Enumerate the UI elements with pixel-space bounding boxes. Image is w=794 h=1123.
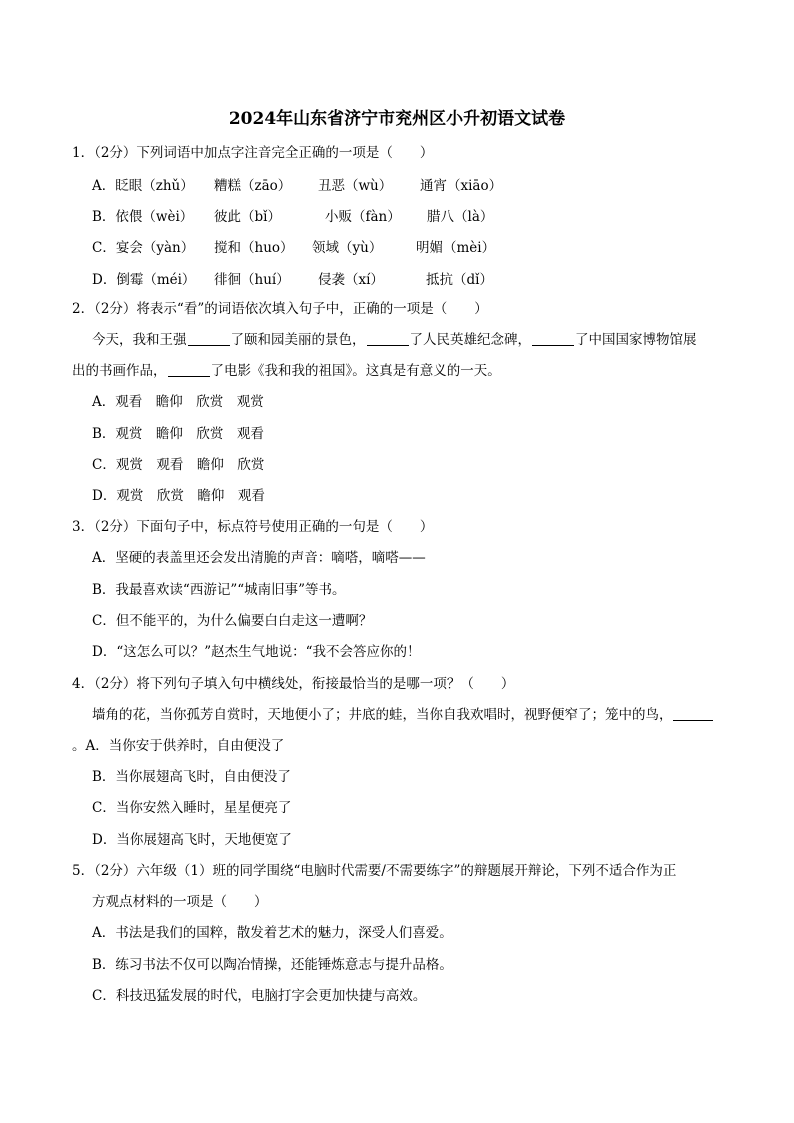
- q3-option-a: A．坚硬的表盖里还会发出清脆的声音：嘀嗒，嘀嗒——: [92, 550, 426, 566]
- q4-option-d: D．当你展翅高飞时，天地便宽了: [92, 832, 292, 848]
- q1-b-word-3: 小贩（fàn）: [325, 209, 401, 225]
- q2-passage-part-2: 了颐和园美丽的景色，: [230, 332, 366, 348]
- q4-passage-line-1: [92, 705, 713, 725]
- q1-d-word-2: 徘徊（huí）: [214, 272, 290, 288]
- question-2-stem: 2．（2分）将表示“看”的词语依次填入句子中，正确的一项是（ ）: [72, 301, 488, 317]
- q4-passage-text: 墙角的花，当你孤芳自赏时，天地便小了；井底的蛙，当你自我欢唱时，视野便窄了；笼中的鸟，: [92, 707, 673, 723]
- q1-a-word-1: A．眨眼（zhǔ）: [92, 178, 194, 194]
- q1-b-word-1: B．依偎（wèi）: [92, 209, 194, 225]
- q5-option-c: C．科技迅猛发展的时代，电脑打字会更加快捷与高效。: [92, 988, 427, 1004]
- question-3-stem: 3．（2分）下面句子中，标点符号使用正确的一句是（ ）: [72, 519, 434, 535]
- fill-blank: [673, 706, 713, 721]
- q1-c-word-4: 明媚（mèi）: [416, 240, 496, 256]
- q3-option-c: C．但不能平的，为什么偏要白白走这一遭啊？: [92, 613, 373, 629]
- q1-c-word-2: 搅和（huo）: [214, 240, 294, 256]
- q2-passage-part-6: 了电影《我和我的祖国》。这真是有意义的一天。: [210, 363, 501, 379]
- q1-c-word-1: C．宴会（yàn）: [92, 240, 195, 256]
- q2-option-d: D．观赏 欣赏 瞻仰 观看: [92, 488, 265, 504]
- q4-option-b: B．当你展翅高飞时，自由便没了: [92, 769, 291, 785]
- q2-option-b: B．观赏 瞻仰 欣赏 观看: [92, 426, 264, 442]
- question-4-stem: 4．（2分）将下列句子填入句中横线处，衔接最恰当的是哪一项？（ ）: [72, 676, 515, 692]
- q2-passage-part-4: 了中国国家博物馆展: [575, 332, 697, 348]
- q1-c-word-3: 领域（yù）: [312, 240, 383, 256]
- q4-passage-line-2: 。A．当你安于供养时，自由便没了: [72, 738, 285, 754]
- q2-passage-part-3: 了人民英雄纪念碑，: [409, 332, 531, 348]
- fill-blank: [532, 331, 574, 346]
- q2-passage-part-5: 出的书画作品，: [72, 363, 167, 379]
- exam-title: 2024年山东省济宁市兖州区小升初语文试卷: [228, 109, 566, 129]
- question-1-stem: 1．（2分）下列词语中加点字注音完全正确的一项是（ ）: [72, 145, 434, 161]
- fill-blank: [168, 362, 210, 377]
- q1-d-word-1: D．倒霉（méi）: [92, 272, 196, 288]
- q1-d-word-4: 抵抗（dǐ）: [426, 272, 493, 288]
- q1-b-word-4: 腊八（là）: [427, 209, 494, 225]
- q2-option-c: C．观赏 观看 瞻仰 欣赏: [92, 457, 265, 473]
- q4-option-c: C．当你安然入睡时，星星便亮了: [92, 800, 292, 816]
- q2-passage-line-1: [92, 330, 697, 350]
- q1-a-word-4: 通宵（xiāo）: [420, 178, 503, 194]
- q2-option-a: A．观看 瞻仰 欣赏 观赏: [92, 394, 264, 410]
- q1-b-word-2: 彼此（bǐ）: [214, 209, 281, 225]
- q2-passage-part-1: 今天，我和王强: [92, 332, 187, 348]
- q3-option-b: B．我最喜欢读“西游记”“城南旧事”等书。: [92, 582, 346, 598]
- question-5-stem-line-2: 方观点材料的一项是（ ）: [92, 894, 268, 910]
- q1-a-word-3: 丑恶（wù）: [318, 178, 393, 194]
- q5-option-a: A．书法是我们的国粹，散发着艺术的魅力，深受人们喜爱。: [92, 925, 453, 941]
- q5-option-b: B．练习书法不仅可以陶冶情操，还能锤炼意志与提升品格。: [92, 957, 453, 973]
- question-5-stem-line-1: 5．（2分）六年级（1）班的同学围绕“电脑时代需要/不需要练字”的辩题展开辩论，下列不适合作为正: [72, 863, 677, 879]
- fill-blank: [367, 331, 409, 346]
- q2-passage-line-2: [72, 361, 501, 381]
- q1-d-word-3: 侵袭（xí）: [318, 272, 384, 288]
- q3-option-d: D．“这怎么可以？”赵杰生气地说：“我不会答应你的！: [92, 644, 421, 660]
- q1-a-word-2: 糟糕（zāo）: [214, 178, 292, 194]
- fill-blank: [188, 331, 230, 346]
